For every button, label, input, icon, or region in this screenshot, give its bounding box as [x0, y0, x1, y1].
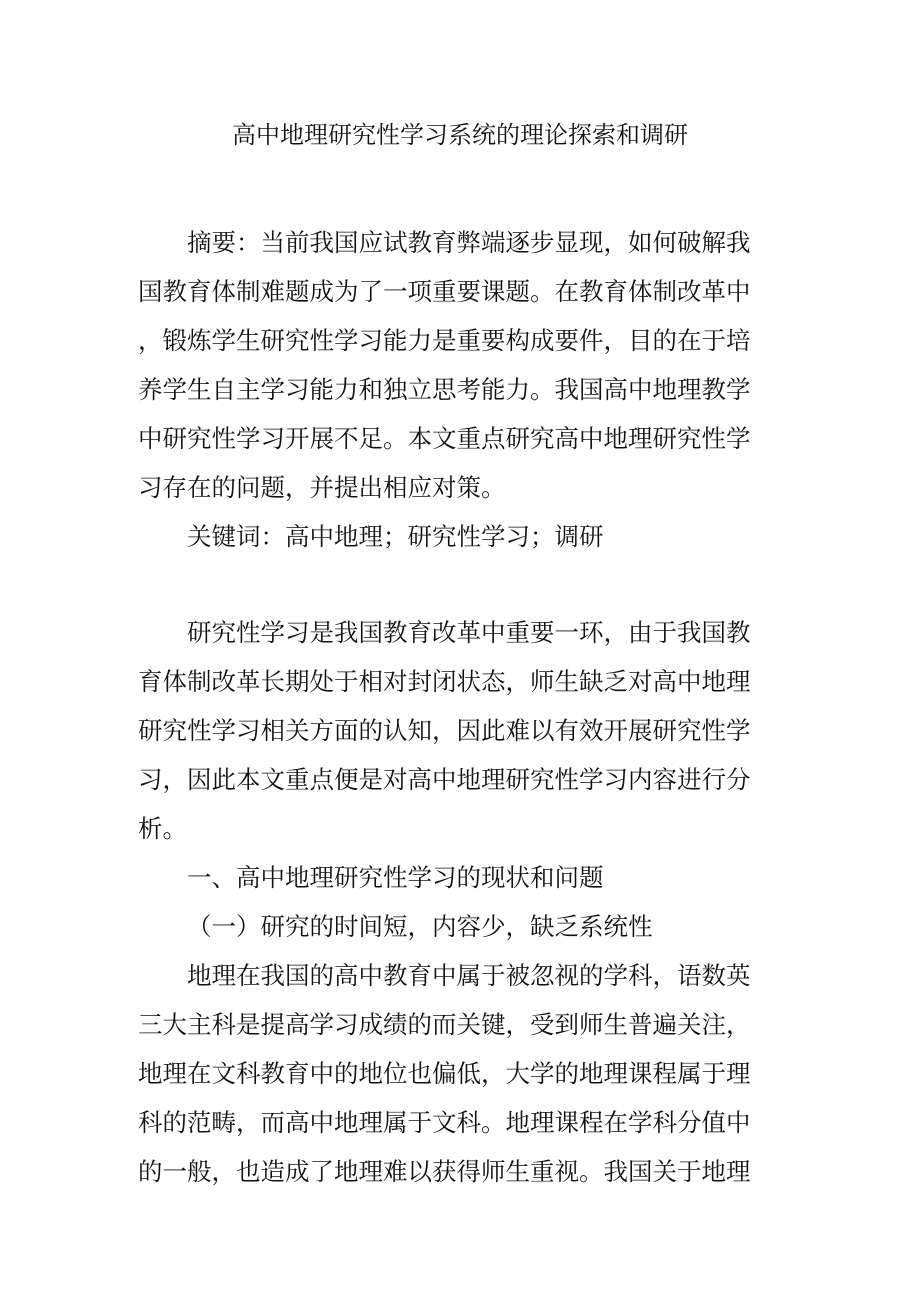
abstract-line-6: 习存在的问题，并提出相应对策。	[138, 473, 506, 502]
abstract-line-4: 养学生自主学习能力和独立思考能力。我国高中地理教学	[138, 375, 751, 404]
abstract-line-5: 中研究性学习开展不足。本文重点研究高中地理研究性学	[138, 424, 751, 453]
body-line-5: 的一般，也造成了地理难以获得师生重视。我国关于地理	[138, 1157, 751, 1186]
keywords: 关键词：高中地理；研究性学习；调研	[187, 522, 604, 551]
body-line-3: 地理在文科教育中的地位也偏低，大学的地理课程属于理	[138, 1059, 751, 1088]
intro-line-5: 析。	[138, 814, 187, 843]
intro-line-1: 研究性学习是我国教育改革中重要一环，由于我国教	[187, 618, 751, 647]
document-title: 高中地理研究性学习系统的理论探索和调研	[232, 121, 688, 149]
abstract-line-3: ，锻炼学生研究性学习能力是重要构成要件，目的在于培	[138, 326, 751, 355]
intro-line-2: 育体制改革长期处于相对封闭状态，师生缺乏对高中地理	[138, 667, 751, 696]
body-line-1: 地理在我国的高中教育中属于被忽视的学科，语数英	[187, 961, 751, 990]
section-heading-1: 一、高中地理研究性学习的现状和问题	[187, 863, 604, 892]
body-line-2: 三大主科是提高学习成绩的而关键，受到师生普遍关注，	[138, 1010, 751, 1039]
abstract-line-1: 摘要：当前我国应试教育弊端逐步显现，如何破解我	[187, 228, 751, 257]
abstract-line-2: 国教育体制难题成为了一项重要课题。在教育体制改革中	[138, 277, 751, 306]
intro-line-4: 习，因此本文重点便是对高中地理研究性学习内容进行分	[138, 765, 751, 794]
body-line-4: 科的范畴，而高中地理属于文科。地理课程在学科分值中	[138, 1108, 751, 1137]
subsection-heading-1: （一）研究的时间短，内容少，缺乏系统性	[187, 912, 653, 941]
intro-line-3: 研究性学习相关方面的认知，因此难以有效开展研究性学	[138, 716, 751, 745]
